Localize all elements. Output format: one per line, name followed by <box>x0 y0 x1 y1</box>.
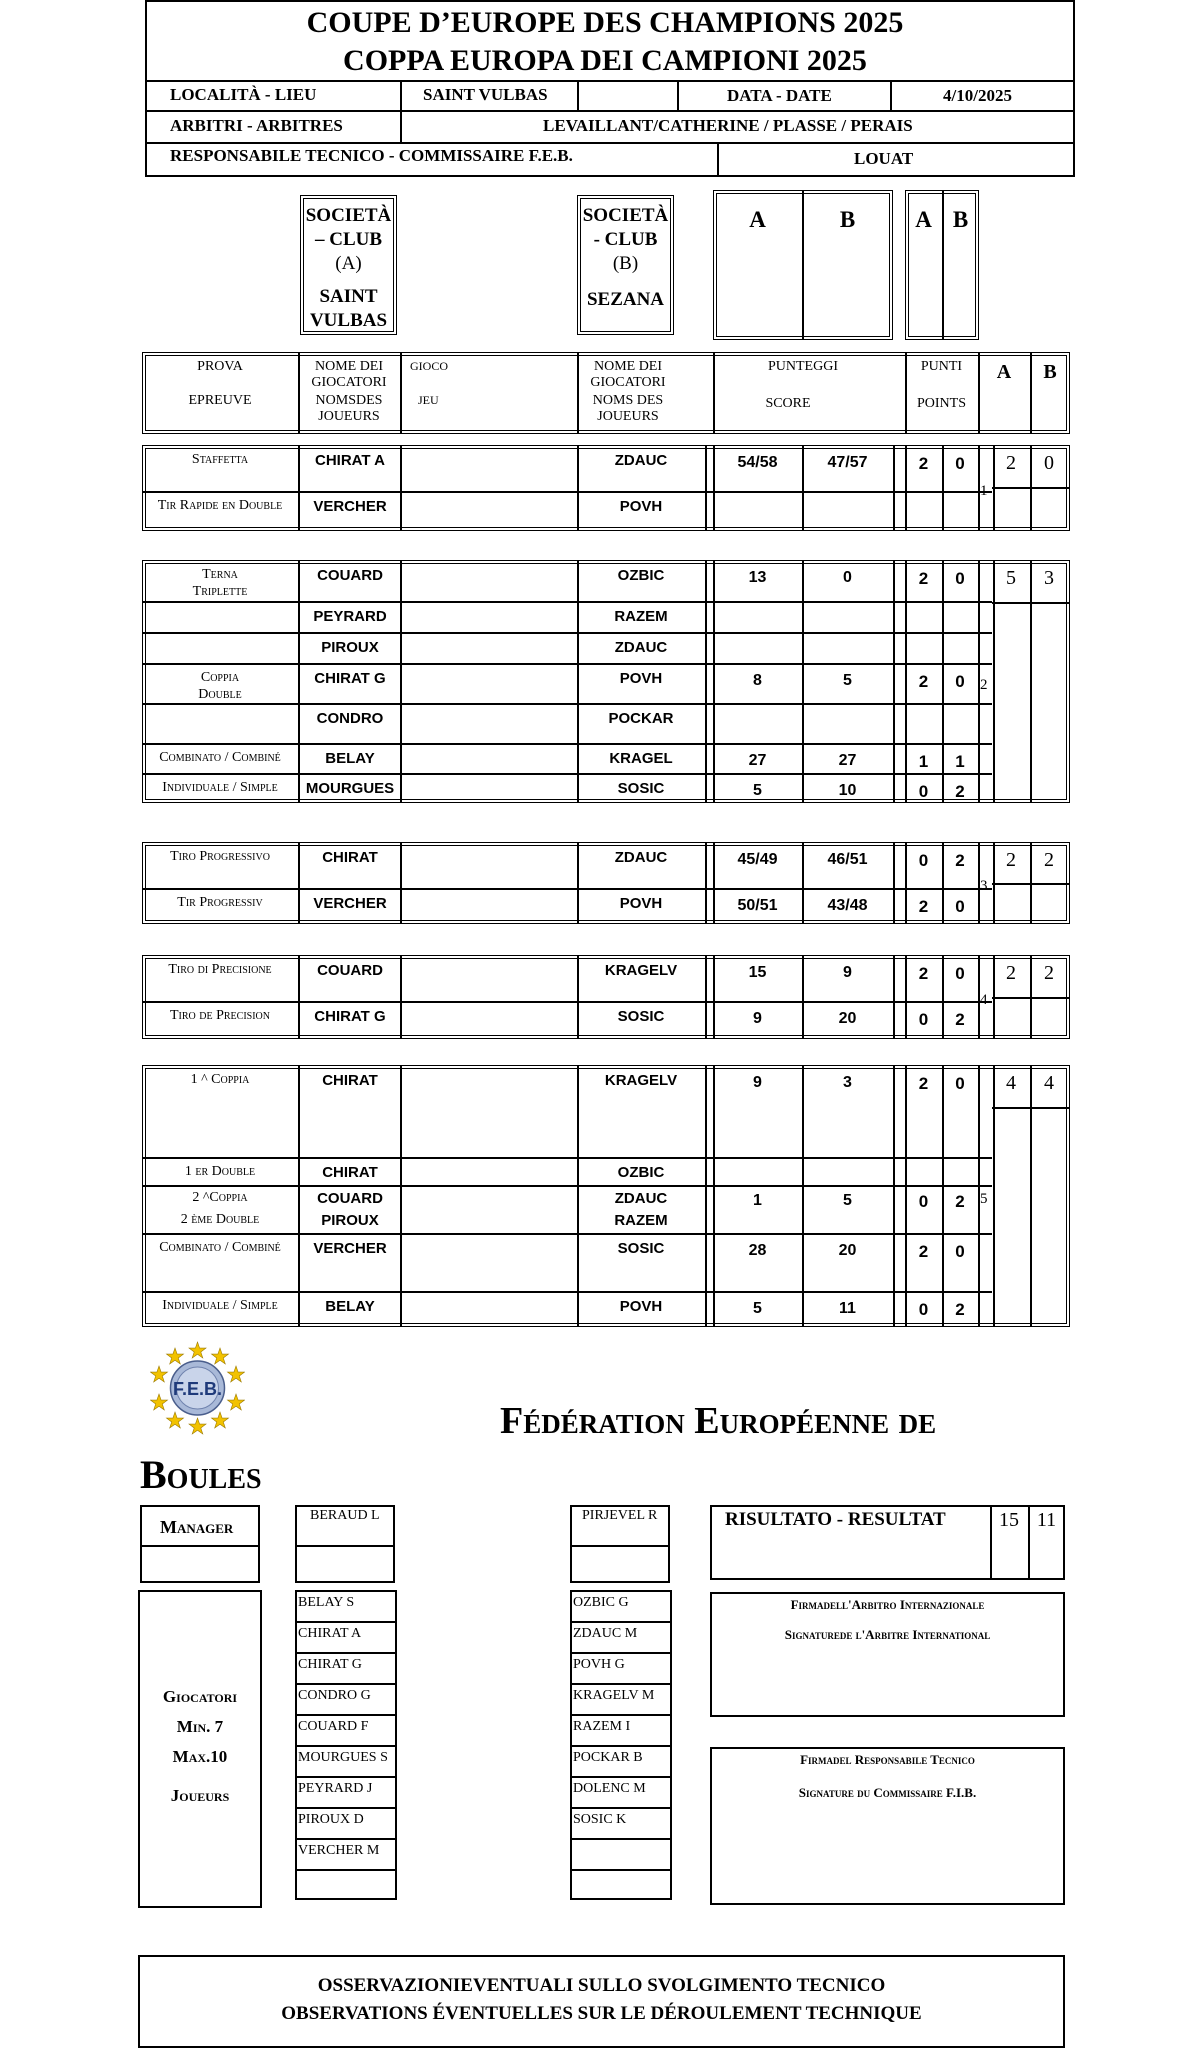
player-a: PIROUX <box>321 639 379 656</box>
event-label: Tiro di Precisione <box>168 962 272 977</box>
referee-signature-label-1: Firmadell'Arbitro Internazionale <box>790 1597 985 1612</box>
federation-name-2: Boules <box>140 1452 262 1497</box>
score-b: 11 <box>839 1300 856 1317</box>
col-players-b-4: JOUEURS <box>597 409 659 424</box>
manager-b: PIRJEVEL R <box>582 1508 658 1523</box>
commissioner-value: LOUAT <box>854 149 914 168</box>
score-a: 27 <box>748 752 767 769</box>
section-total-b: 3 <box>1044 567 1054 589</box>
tech-signature-label-1: Firmadel Responsabile Tecnico <box>800 1752 975 1767</box>
points-b: 0 <box>955 897 965 916</box>
section-total-a: 2 <box>1006 452 1016 474</box>
section-total-a: 2 <box>1006 962 1016 984</box>
commissioner-label: RESPONSABILE TECNICO - COMMISSAIRE F.E.B. <box>170 146 573 165</box>
roster-player: POCKAR B <box>573 1750 643 1765</box>
score-head-b: B <box>839 207 856 232</box>
roster-player: VERCHER M <box>298 1843 380 1858</box>
points-a: 2 <box>918 897 929 916</box>
points-head-b: B <box>952 207 969 232</box>
score-b: 10 <box>838 782 857 799</box>
referees-label: ARBITRI - ARBITRES <box>170 116 343 135</box>
event-label: Staffetta <box>191 452 249 467</box>
score-b: 20 <box>838 1242 857 1259</box>
club-a-name-1: SAINT <box>319 286 378 307</box>
points-a: 0 <box>918 782 929 801</box>
section-number: 2 <box>980 677 988 693</box>
players-label-3: Max.10 <box>172 1747 228 1766</box>
roster-player: ZDAUC M <box>573 1626 638 1641</box>
col-punti: PUNTI <box>920 359 963 374</box>
roster-player: PEYRARD J <box>298 1781 373 1796</box>
result-a: 15 <box>999 1509 1019 1531</box>
score-head-a: A <box>749 207 766 232</box>
player-a: BELAY <box>325 1298 375 1315</box>
points-a: 2 <box>918 1242 929 1261</box>
event-label: Triplette <box>192 584 248 599</box>
section-number: 1 <box>980 483 988 499</box>
player-a: PEYRARD <box>313 608 387 625</box>
observations-line-2: OBSERVATIONS ÉVENTUELLES SUR LE DÉROULEMENT TECHNIQUE <box>281 2003 922 2024</box>
roster-player: CONDRO G <box>298 1688 371 1703</box>
player-a: BELAY <box>325 750 375 767</box>
event-label: Tiro de Precision <box>169 1008 270 1023</box>
section-total-b: 2 <box>1044 962 1054 984</box>
roster-player: PIROUX D <box>298 1812 364 1827</box>
feb-logo-text: F.E.B. <box>172 1379 223 1399</box>
section-total-b: 2 <box>1044 849 1054 871</box>
player-a: CHIRAT G <box>314 1008 386 1025</box>
score-b: 9 <box>843 964 852 981</box>
col-players-b-3: NOMS DES <box>592 393 664 408</box>
roster-player: COUARD F <box>298 1719 369 1734</box>
score-b: 27 <box>838 752 857 769</box>
points-b: 1 <box>955 752 965 771</box>
score-b: 5 <box>843 1192 852 1209</box>
points-a: 0 <box>918 1010 929 1029</box>
score-a: 54/58 <box>737 454 778 471</box>
observations-line-1: OSSERVAZIONIEVENTUALI SULLO SVOLGIMENTO TECNICO <box>317 1975 886 1996</box>
col-prova: PROVA <box>197 359 243 374</box>
section-number: 4 <box>980 992 988 1008</box>
referees-value: LEVAILLANT/CATHERINE / PLASSE / PERAIS <box>543 116 913 135</box>
player-b: OZBIC <box>617 1164 665 1181</box>
points-b: 0 <box>955 672 965 691</box>
points-b: 0 <box>955 1074 965 1093</box>
manager-a: BERAUD L <box>310 1508 380 1523</box>
col-total-a: A <box>996 361 1012 383</box>
tech-signature-box <box>710 1747 1065 1905</box>
title-fr: COUPE D’EUROPE DES CHAMPIONS 2025 <box>306 6 904 39</box>
roster-player: MOURGUES S <box>298 1750 388 1765</box>
club-a-label-2: – CLUB <box>314 229 383 250</box>
score-a: 28 <box>748 1242 767 1259</box>
federation-name-1: Fédération Européenne de <box>500 1400 937 1442</box>
event-label: Individuale / Simple <box>162 780 278 795</box>
player-b: POCKAR <box>608 710 674 727</box>
roster-player: CHIRAT A <box>298 1626 362 1641</box>
col-players-a-1: NOME DEI <box>314 359 384 374</box>
tech-signature-label-2: Signature du Commissaire F.I.B. <box>798 1785 977 1800</box>
roster-player: RAZEM I <box>573 1719 631 1734</box>
player-b: POVH <box>619 670 663 687</box>
score-a: 5 <box>753 1300 762 1317</box>
player-b: ZDAUC <box>614 1190 668 1207</box>
points-a: 2 <box>918 964 929 983</box>
player-a: CHIRAT <box>322 1164 378 1181</box>
roster-player: KRAGELV M <box>573 1688 655 1703</box>
player-a: COUARD <box>317 1190 383 1207</box>
player-a: CHIRAT A <box>315 452 385 469</box>
col-score: SCORE <box>765 396 811 411</box>
points-b: 2 <box>955 851 965 870</box>
points-b: 0 <box>955 964 965 983</box>
points-b: 2 <box>955 782 965 801</box>
date-label: DATA - DATE <box>727 86 832 105</box>
points-head-a: A <box>915 207 932 232</box>
title-it: COPPA EUROPA DEI CAMPIONI 2025 <box>343 44 867 77</box>
player-b: POVH <box>619 895 663 912</box>
player-a: COUARD <box>317 567 383 584</box>
points-a: 2 <box>918 1074 929 1093</box>
score-a: 15 <box>748 964 767 981</box>
event-label: Combinato / Combiné <box>159 1240 281 1255</box>
player-b: POVH <box>619 1298 663 1315</box>
section-total-a: 4 <box>1006 1072 1016 1094</box>
score-b: 5 <box>843 672 852 689</box>
event-label: 1 ^ Coppia <box>190 1072 250 1087</box>
feb-logo <box>150 1340 245 1435</box>
col-players-b-1: NOME DEI <box>593 359 663 374</box>
score-a: 50/51 <box>737 897 778 914</box>
score-a: 45/49 <box>737 851 778 868</box>
player-b: SOSIC <box>617 780 665 797</box>
club-b-label-3: (B) <box>612 253 639 274</box>
player-b: ZDAUC <box>614 849 668 866</box>
referee-signature-label-2: Signaturede l'Arbitre International <box>784 1627 991 1642</box>
section-total-a: 5 <box>1006 567 1016 589</box>
section-number: 5 <box>980 1191 988 1207</box>
player-b: SOSIC <box>617 1240 665 1257</box>
roster-player: OZBIC G <box>573 1595 629 1610</box>
event-label: Tir Rapide en Double <box>157 498 283 513</box>
player-b: KRAGELV <box>604 1072 678 1089</box>
event-label: 2 ème Double <box>180 1212 260 1227</box>
points-b: 2 <box>955 1010 965 1029</box>
col-points: POINTS <box>916 396 966 411</box>
col-jeu: JEU <box>418 393 439 407</box>
points-b: 0 <box>955 454 965 473</box>
score-b: 20 <box>838 1010 857 1027</box>
section-number: 3 <box>980 878 988 894</box>
club-a-label-3: (A) <box>335 253 362 274</box>
score-b: 46/51 <box>827 851 868 868</box>
player-a: COUARD <box>317 962 383 979</box>
col-players-a-2: GIOCATORI <box>311 375 387 390</box>
roster-player: BELAY S <box>298 1595 355 1610</box>
player-a: CHIRAT G <box>314 670 386 687</box>
section-total-b: 0 <box>1044 452 1054 474</box>
player-a: PIROUX <box>321 1212 379 1229</box>
score-b: 0 <box>843 569 852 586</box>
roster-player: CHIRAT G <box>298 1657 362 1672</box>
roster-player: DOLENC M <box>573 1781 646 1796</box>
club-b-label-2: - CLUB <box>593 229 658 250</box>
players-label-4: Joueurs <box>170 1786 230 1805</box>
player-a: CHIRAT <box>322 849 378 866</box>
score-a: 9 <box>753 1074 762 1091</box>
event-label: Tiro Progressivo <box>170 849 270 864</box>
points-a: 2 <box>918 569 929 588</box>
club-b-label-1: SOCIETÀ <box>582 205 669 226</box>
player-a: CHIRAT <box>322 1072 378 1089</box>
event-label: Tir Progressiv <box>177 895 263 910</box>
points-b: 0 <box>955 1242 965 1261</box>
player-a: VERCHER <box>313 498 387 515</box>
event-label: Coppia <box>200 670 240 685</box>
player-b: KRAGEL <box>609 750 673 767</box>
manager-label: Manager <box>160 1517 234 1537</box>
score-b: 47/57 <box>827 454 868 471</box>
player-b: RAZEM <box>614 1212 668 1229</box>
score-a: 5 <box>753 782 762 799</box>
points-a: 0 <box>918 851 929 870</box>
location-label: LOCALITÀ - LIEU <box>170 85 317 104</box>
roster-player: SOSIC K <box>573 1812 627 1827</box>
score-b: 43/48 <box>827 897 868 914</box>
event-label: Terna <box>202 567 238 582</box>
col-punteggi: PUNTEGGI <box>768 359 838 374</box>
points-b: 2 <box>955 1300 965 1319</box>
score-a: 8 <box>753 672 762 689</box>
col-players-a-4: JOUEURS <box>318 409 380 424</box>
club-a-label-1: SOCIETÀ <box>305 205 392 226</box>
col-epreuve: EPREUVE <box>188 393 252 408</box>
event-label: 2 ^Coppia <box>192 1190 248 1205</box>
club-a-name-2: VULBAS <box>309 310 388 331</box>
event-label: Individuale / Simple <box>162 1298 278 1313</box>
col-players-b-2: GIOCATORI <box>590 375 666 390</box>
result-label: RISULTATO - RESULTAT <box>725 1509 946 1530</box>
player-b: POVH <box>619 498 663 515</box>
location-value: SAINT VULBAS <box>423 85 548 104</box>
score-a: 13 <box>748 569 767 586</box>
date-value: 4/10/2025 <box>943 86 1012 105</box>
player-b: ZDAUC <box>614 639 668 656</box>
col-total-b: B <box>1043 361 1057 383</box>
event-label: Double <box>198 687 242 702</box>
event-label: 1 er Double <box>184 1164 256 1179</box>
players-label-1: Giocatori <box>162 1687 238 1706</box>
score-a: 9 <box>753 1010 762 1027</box>
points-a: 2 <box>918 454 929 473</box>
roster-player: POVH G <box>573 1657 625 1672</box>
player-a: CONDRO <box>316 710 384 727</box>
points-a: 1 <box>918 752 929 771</box>
player-a: VERCHER <box>313 895 387 912</box>
observations-box <box>138 1955 1065 2048</box>
club-b-name: SEZANA <box>586 289 665 310</box>
section-total-a: 2 <box>1006 849 1016 871</box>
points-a: 0 <box>918 1192 929 1211</box>
player-b: SOSIC <box>617 1008 665 1025</box>
points-a: 2 <box>918 672 929 691</box>
player-b: KRAGELV <box>604 962 678 979</box>
event-label: Combinato / Combiné <box>159 750 281 765</box>
player-b: ZDAUC <box>614 452 668 469</box>
score-a: 1 <box>753 1192 762 1209</box>
player-a: VERCHER <box>313 1240 387 1257</box>
result-b: 11 <box>1036 1509 1057 1531</box>
points-b: 2 <box>955 1192 965 1211</box>
player-b: RAZEM <box>614 608 668 625</box>
col-gioco: GIOCO <box>410 359 448 373</box>
player-a: MOURGUES <box>305 780 395 797</box>
score-b: 3 <box>843 1074 852 1091</box>
col-players-a-3: NOMSDES <box>315 393 383 408</box>
section-total-b: 4 <box>1044 1072 1054 1094</box>
players-label-2: Min. 7 <box>176 1717 224 1736</box>
points-a: 0 <box>918 1300 929 1319</box>
player-b: OZBIC <box>617 567 665 584</box>
points-b: 0 <box>955 569 965 588</box>
